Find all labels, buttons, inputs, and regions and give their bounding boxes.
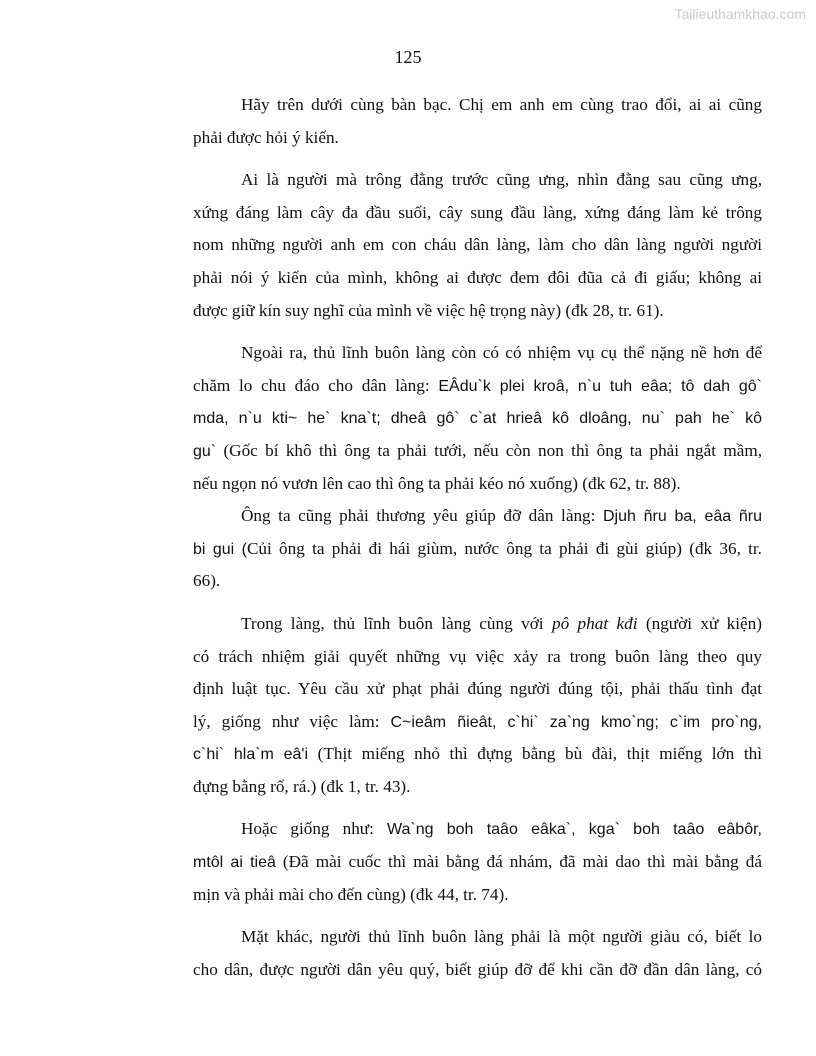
text-span: (Thịt miếng nhỏ thì đựng bằng bù đài, thịt miếng lớn thì bbox=[308, 744, 762, 764]
text-line bbox=[193, 337, 762, 370]
text-span: Ngoài ra, thủ lĩnh buôn làng còn có có nhiệm vụ cụ thể nặng nề hơn để bbox=[241, 343, 762, 363]
text-span: cho dân, được người dân yêu quý, biết giúp đỡ để khi cần đỡ đần dân làng, có bbox=[193, 959, 762, 979]
text-line bbox=[193, 89, 762, 122]
text-line bbox=[193, 565, 762, 598]
text-span: phải nói ý kiến của mình, không ai được đem đôi đũa cả đi giấu; không ai bbox=[193, 267, 762, 287]
italic-term: pô phat kđi bbox=[551, 613, 638, 633]
text-line bbox=[193, 846, 762, 879]
text-line bbox=[193, 402, 762, 435]
ethnic-language-quote: mda, n`u kti~ he` kna`t; dheâ gô` c`at hrieâ kô dloâng, nu` pah he` kô bbox=[193, 410, 762, 428]
paragraph bbox=[193, 608, 762, 804]
text-line bbox=[193, 370, 762, 403]
paragraph bbox=[193, 813, 762, 911]
text-span: mịn và phải mài cho đến cùng) (đk 44, tr. 74). bbox=[193, 884, 509, 904]
document-body bbox=[193, 89, 762, 986]
text-line bbox=[193, 813, 762, 846]
ethnic-language-quote: Djuh ñru ba, eâa ñru bbox=[603, 508, 762, 526]
text-line bbox=[193, 673, 762, 706]
paragraph bbox=[193, 337, 762, 500]
text-span: Ai là người mà trông đằng trước cũng ưng, nhìn đằng sau cũng ưng, bbox=[241, 170, 762, 190]
text-line bbox=[193, 921, 762, 954]
paragraph bbox=[193, 164, 762, 327]
text-line bbox=[193, 738, 762, 771]
text-span: Mặt khác, người thủ lĩnh buôn làng phải là một người giàu có, biết lo bbox=[241, 927, 762, 947]
text-line bbox=[193, 229, 762, 262]
text-span: được giữ kín suy nghĩ của mình về việc hệ trọng này) (đk 28, tr. 61). bbox=[193, 300, 664, 320]
text-line bbox=[193, 608, 762, 641]
text-span: nếu ngọn nó vươn lên cao thì ông ta phải kéo nó xuống) (đk 62, tr. 88). bbox=[193, 473, 681, 493]
ethnic-language-quote: Wa`ng boh taâo eâka`, kga` boh taâo eâbôr, bbox=[386, 821, 762, 839]
text-span: 66). bbox=[193, 571, 221, 591]
text-span: phải được hỏi ý kiến. bbox=[193, 127, 339, 147]
text-span: Trong làng, thủ lĩnh buôn làng cùng với bbox=[241, 613, 552, 633]
text-line bbox=[193, 262, 762, 295]
text-line bbox=[193, 533, 762, 566]
text-span: có trách nhiệm giải quyết những vụ việc xảy ra trong buôn làng theo quy bbox=[193, 646, 762, 666]
text-span: nom những người anh em con cháu dân làng, làm cho dân làng người người bbox=[193, 235, 762, 255]
text-line bbox=[193, 500, 762, 533]
ethnic-language-quote: EÂdu`k plei kroâ, n`u tuh eâa; tô dah gô` bbox=[438, 377, 762, 395]
watermark: Tailieuthamkhao.com bbox=[674, 6, 806, 22]
ethnic-language-quote: gu` bbox=[193, 442, 217, 460]
text-span: (Đã mài cuốc thì mài bằng đá nhám, đã mài dao thì mài bằng đá bbox=[275, 852, 762, 872]
text-line bbox=[193, 954, 762, 987]
text-line bbox=[193, 706, 762, 739]
ethnic-language-quote: bi gui ( bbox=[193, 540, 247, 558]
ethnic-language-quote: mtôl ai tieâ bbox=[193, 854, 276, 872]
text-line bbox=[193, 879, 762, 912]
paragraph bbox=[193, 921, 762, 986]
paragraph bbox=[193, 89, 762, 154]
text-span: (Gốc bí khô thì ông ta phải tưới, nếu còn non thì ông ta phải ngắt mầm, bbox=[216, 440, 762, 460]
text-line bbox=[193, 435, 762, 468]
text-line bbox=[193, 122, 762, 155]
text-span: xứng đáng làm cây đa đầu suối, cây sung đầu làng, xứng đáng làm kẻ trông bbox=[193, 202, 762, 222]
text-span: Ông ta cũng phải thương yêu giúp đỡ dân làng: bbox=[241, 506, 603, 526]
text-line bbox=[193, 641, 762, 674]
text-span: Hãy trên dưới cùng bàn bạc. Chị em anh em cùng trao đổi, ai ai cũng bbox=[241, 95, 762, 114]
text-span: (người xử kiện) bbox=[637, 613, 762, 633]
text-span: Củi ông ta phải đi hái giùm, nước ông ta phải đi gùi giúp) (đk 36, tr. bbox=[246, 538, 762, 558]
text-line bbox=[193, 164, 762, 197]
text-span: Hoặc giống như: bbox=[241, 819, 387, 839]
ethnic-language-quote: C~ieâm ñieât, c`hi` za`ng kmo`ng; c`im pro`ng, bbox=[390, 713, 762, 731]
text-line bbox=[193, 771, 762, 804]
page-number: 125 bbox=[394, 47, 422, 67]
text-span: lý, giống như việc làm: bbox=[193, 711, 391, 731]
text-line bbox=[193, 197, 762, 230]
text-span: chăm lo chu đáo cho dân làng: bbox=[193, 375, 439, 395]
text-line bbox=[193, 295, 762, 328]
text-span: định luật tục. Yêu cầu xử phạt phải đúng người đúng tội, phải thấu tình đạt bbox=[193, 679, 762, 699]
text-line bbox=[193, 468, 762, 501]
ethnic-language-quote: c`hi` hla`m eâ'i bbox=[193, 746, 309, 764]
paragraph bbox=[193, 500, 762, 598]
text-span: đựng bằng rổ, rá.) (đk 1, tr. 43). bbox=[193, 776, 411, 796]
